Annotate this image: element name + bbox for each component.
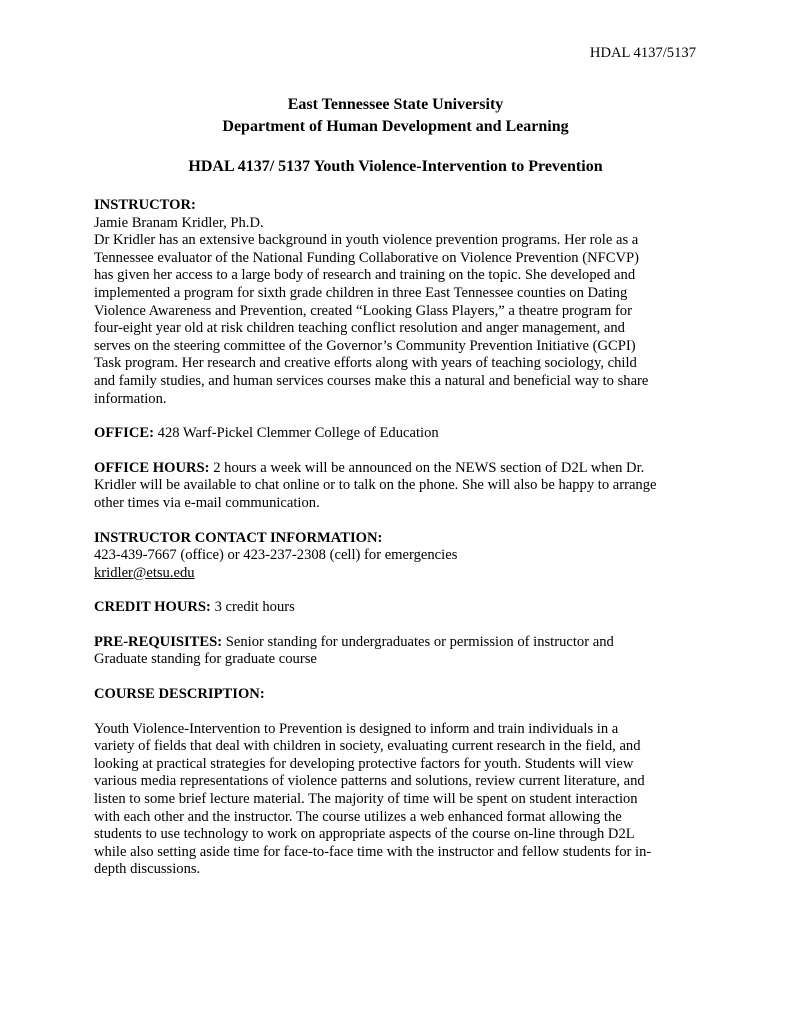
credit-hours-label: CREDIT HOURS: <box>94 599 211 616</box>
description-line: students to use technology to work on appropriate aspects of the course on-line through D2L <box>94 826 635 843</box>
contact-phones: 423-439-7667 (office) or 423-237-2308 (cell) for emergencies <box>94 547 458 564</box>
description-line: listen to some brief lecture material. The majority of time will be spent on student interaction <box>94 791 638 808</box>
instructor-name: Jamie Branam Kridler, Ph.D. <box>94 214 264 231</box>
office-hours-line: other times via e-mail communication. <box>94 494 320 511</box>
university-name: East Tennessee State University <box>287 96 504 113</box>
office-hours-label: OFFICE HOURS: <box>94 459 210 476</box>
email-link[interactable]: kridler@etsu.edu <box>94 564 195 581</box>
office-section <box>94 425 694 443</box>
prerequisites-line: Graduate standing for graduate course <box>94 651 317 668</box>
prerequisites-text: Senior standing for undergraduates or permission of instructor and <box>222 633 614 650</box>
credit-hours-section <box>94 599 694 617</box>
instructor-bio <box>94 232 694 408</box>
credit-hours-value: 3 credit hours <box>210 599 295 616</box>
description-line: Youth Violence-Intervention to Prevention is designed to inform and train individuals in a <box>94 720 619 737</box>
bio-line: Dr Kridler has an extensive background in youth violence prevention programs. Her role as a <box>94 232 639 249</box>
bio-line: implemented a program for sixth grade children in three East Tennessee counties on Dating <box>94 284 628 301</box>
office-hours-text: 2 hours a week will be announced on the NEWS section of D2L when Dr. <box>209 459 645 476</box>
syllabus-content <box>94 197 694 879</box>
office-hours-line: Kridler will be available to chat online or to talk on the phone. She will also be happy to arrange <box>94 477 657 494</box>
course-title: HDAL 4137/ 5137 Youth Violence-Intervention to Prevention <box>188 158 603 175</box>
contact-heading: INSTRUCTOR CONTACT INFORMATION: <box>94 529 383 546</box>
office-value: 428 Warf-Pickel Clemmer College of Education <box>154 425 439 442</box>
office-hours-section <box>94 460 694 478</box>
title-block <box>0 94 791 138</box>
prerequisites-section <box>94 634 694 652</box>
bio-line: serves on the steering committee of the Governor’s Community Prevention Initiative (GCPI) <box>94 337 636 354</box>
bio-line: and family studies, and human services courses make this a natural and beneficial way to share <box>94 372 649 389</box>
bio-line: Task program. Her research and creative efforts along with years of teaching sociology, child <box>94 355 637 372</box>
description-line: variety of fields that deal with children in society, evaluating current research in the field, and <box>94 738 641 755</box>
bio-line: has given her access to a large body of research and training on the topic. She developed and <box>94 267 636 284</box>
office-label: OFFICE: <box>94 425 154 442</box>
bio-line: four-eight year old at risk children teaching conflict resolution and anger management, and <box>94 320 625 337</box>
department-name: Department of Human Development and Learning <box>222 118 569 135</box>
description-line: depth discussions. <box>94 861 201 878</box>
bio-line: Tennessee evaluator of the National Funding Collaborative on Violence Prevention (NFCVP) <box>94 249 639 266</box>
header-course-code: HDAL 4137/5137 <box>589 45 696 61</box>
bio-line: Violence Awareness and Prevention, created “Looking Glass Players,” a theatre program for <box>94 302 632 319</box>
description-line: while also setting aside time for face-to-face time with the instructor and fellow students for in- <box>94 843 652 860</box>
description-line: various media representations of violence patterns and solutions, review current literature, and <box>94 773 645 790</box>
instructor-heading: INSTRUCTOR: <box>94 197 196 213</box>
description-line: looking at practical strategies for developing protective factors for youth. Students will view <box>94 755 634 772</box>
course-description-body <box>94 721 694 879</box>
description-line: with each other and the instructor. The course utilizes a web enhanced format allowing the <box>94 808 622 825</box>
bio-line: information. <box>94 390 167 407</box>
course-description-heading: COURSE DESCRIPTION: <box>94 686 265 703</box>
prerequisites-label: PRE-REQUISITES: <box>94 633 223 650</box>
